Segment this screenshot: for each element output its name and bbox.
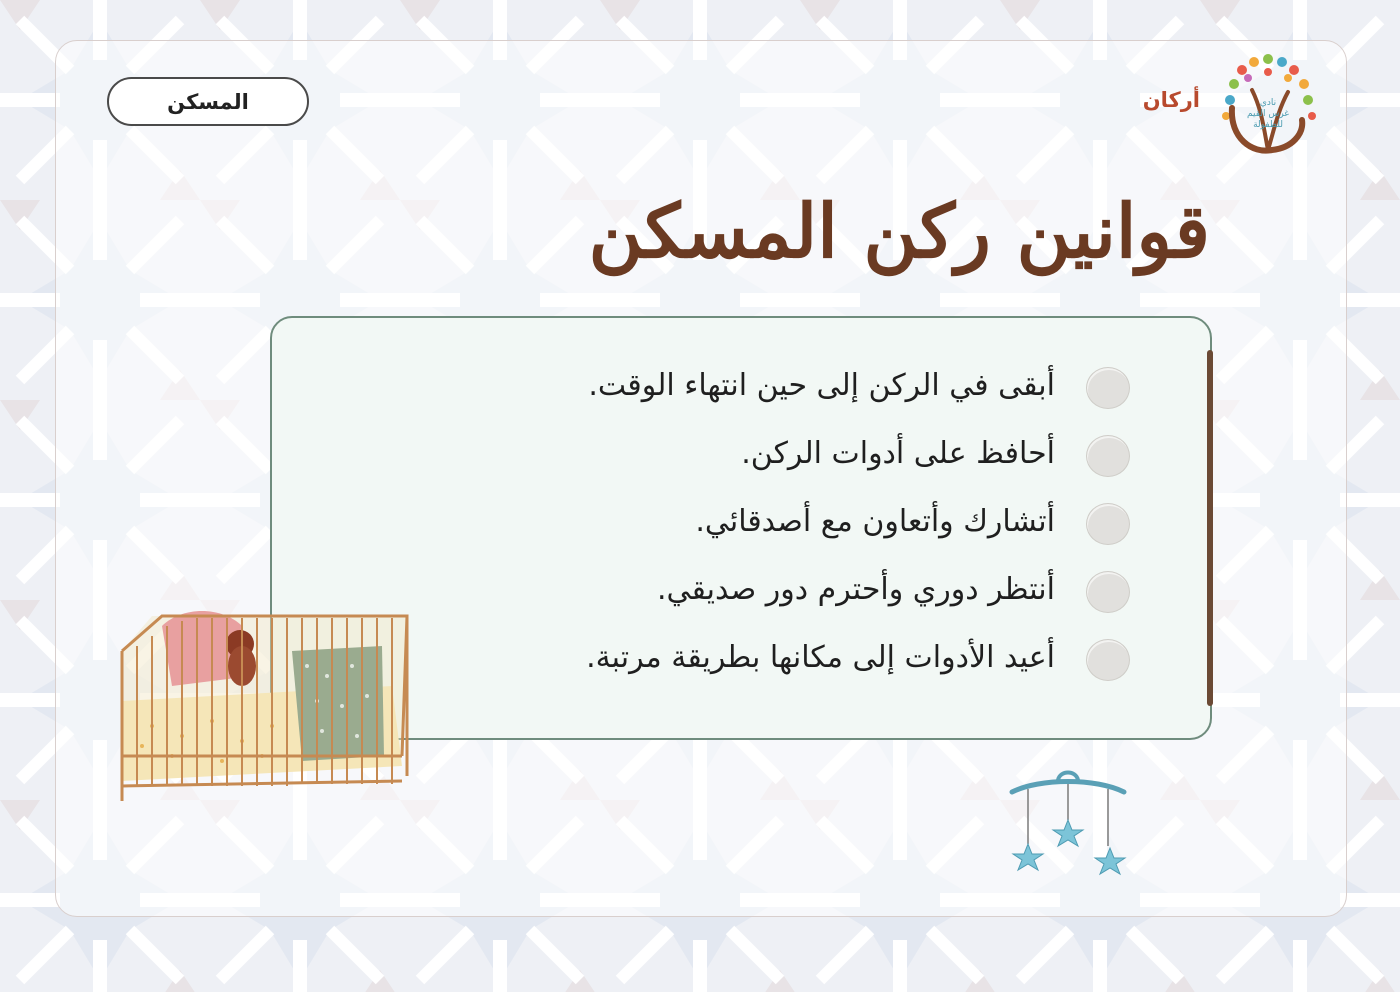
rule-text: أعيد الأدوات إلى مكانها بطريقة مرتبة. [586,640,1055,675]
logo-text-line-3: للطفولة [1253,120,1283,130]
brand-name: أركان [1142,88,1200,112]
bullet-circle-icon [1086,571,1130,613]
bullet-circle-icon [1086,435,1130,477]
logo-text-line-1: نادي [1259,98,1277,108]
rule-item [440,358,1140,426]
logo-text-line-2: غرس القيم [1246,109,1290,119]
baby-mobile-stars-icon [1000,764,1136,890]
rule-item [440,426,1140,494]
bullet-circle-icon [1086,639,1130,681]
bullet-circle-icon [1086,503,1130,545]
rule-item [440,562,1140,630]
rule-text: أبقى في الركن إلى حين انتهاء الوقت. [588,368,1055,403]
card-accent-bar [1207,350,1213,706]
logo-caption [1236,98,1300,131]
corner-name-badge: المسكن [107,77,309,126]
rules-list [440,358,1140,698]
rule-item [440,630,1140,698]
rule-text: أنتظر دوري وأحترم دور صديقي. [656,572,1055,607]
rule-text: أتشارك وأتعاون مع أصدقائي. [695,504,1055,539]
rule-text: أحافظ على أدوات الركن. [741,436,1055,471]
page-title: قوانين ركن المسكن [588,189,1210,275]
bullet-circle-icon [1086,367,1130,409]
baby-crib-icon [112,606,412,806]
rule-item [440,494,1140,562]
